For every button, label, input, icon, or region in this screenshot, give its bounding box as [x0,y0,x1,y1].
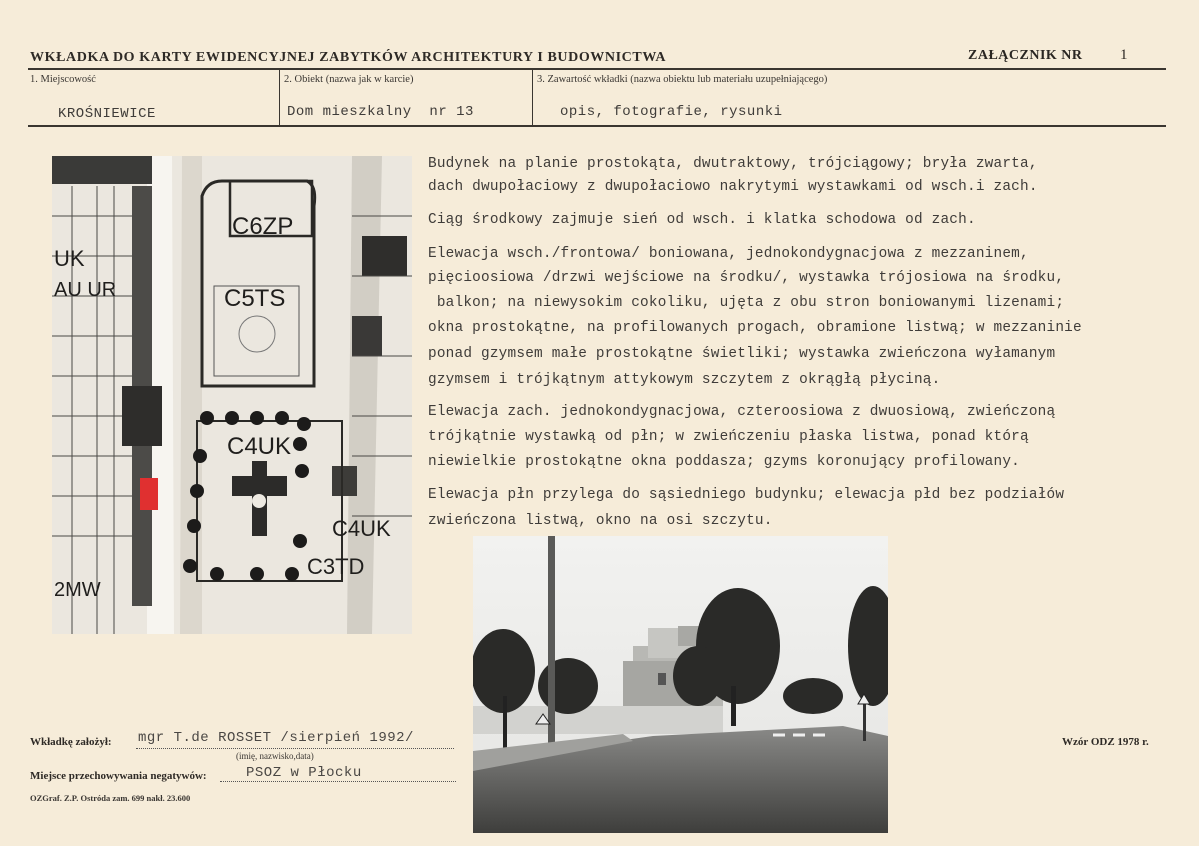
map-label: C6ZP [232,213,294,240]
site-plan-map [52,156,412,634]
template-label: Wzór ODZ 1978 r. [1062,736,1149,748]
contents-value: opis, fotografie, rysunki [560,104,783,120]
street-photograph [473,536,888,833]
storage-label: Miejsce przechowywania negatywów: [30,770,207,782]
attachment-number: 1 [1120,47,1128,63]
locality-label: 1. Miejscowość [30,74,96,85]
storage-value: PSOZ w Płocku [246,765,362,781]
field-divider-2 [532,70,533,126]
object-label: 2. Obiekt (nazwa jak w karcie) [284,74,414,85]
highlighted-building [140,478,158,510]
locality-value: KROŚNIEWICE [58,106,156,122]
map-label: C3TD [307,554,365,579]
print-info: OZGraf. Z.P. Ostróda zam. 699 nakł. 23.600 [30,793,191,803]
contents-label: 3. Zawartość wkładki (nazwa obiektu lub materiału uzupełniającego) [537,74,828,85]
storage-dotline [220,781,456,782]
field-divider-1 [279,70,280,126]
map-label: C4UK [332,516,391,541]
founded-value: mgr T.de ROSSET /sierpień 1992/ [138,730,414,746]
site-plan-drawing [52,156,412,634]
founded-dotline [136,748,454,749]
fields-bottom-rule [28,125,1166,127]
map-label: UK [54,246,85,271]
map-label: 2MW [54,579,101,601]
founded-label: Wkładkę założył: [30,736,112,748]
map-label: C4UK [227,433,292,460]
map-label: C5TS [224,285,286,312]
attachment-label: ZAŁĄCZNIK NR [968,48,1083,63]
street-photo-drawing [473,536,888,833]
object-value: Dom mieszkalny nr 13 [287,104,474,120]
founded-hint: (imię, nazwisko,data) [236,751,314,761]
top-rule [28,68,1166,70]
card-title: WKŁADKA DO KARTY EWIDENCYJNEJ ZABYTKÓW ARCHITEKTURY I BUDOWNICTWA [30,50,667,65]
map-label: AU UR [54,279,117,301]
